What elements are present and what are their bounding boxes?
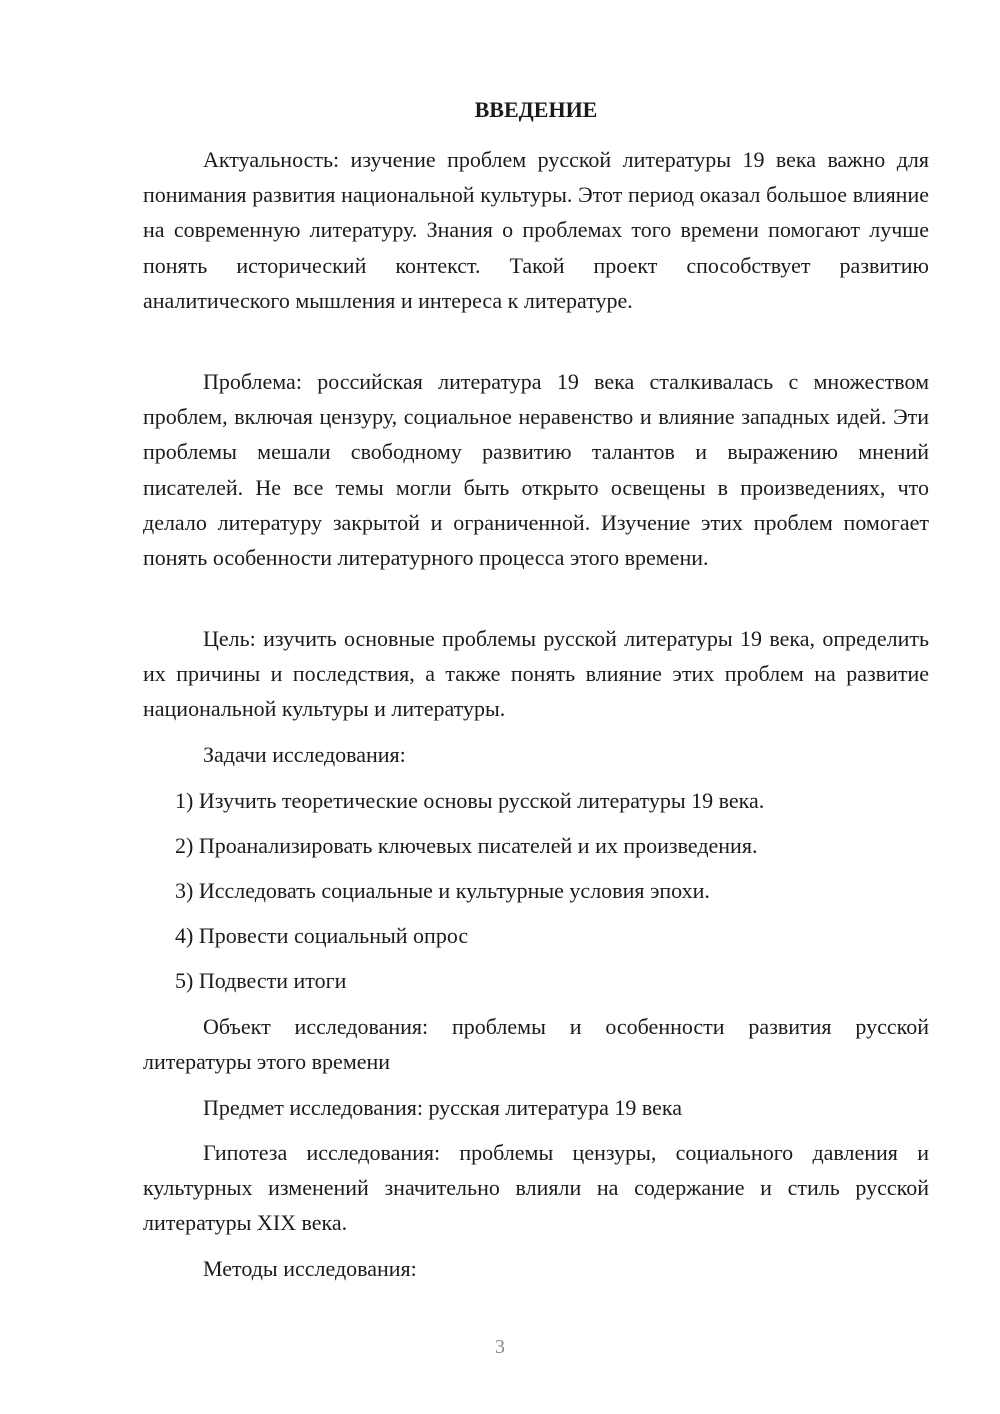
paragraph-goal: Цель: изучить основные проблемы русской литературы 19 века, определить их причины и последствия, а также понять влияние этих проблем на развитие национальной культуры и литературы. [143, 626, 929, 722]
methods-title: Методы исследования: [203, 1256, 417, 1281]
task-item-2: 2) Проанализировать ключевых писателей и их произведения. [175, 833, 758, 858]
task-item-4: 4) Провести социальный опрос [175, 923, 469, 948]
paragraph-subject: Предмет исследования: русская литература 19 века [203, 1095, 682, 1120]
paragraph-hypothesis: Гипотеза исследования: проблемы цензуры, социального давления и культурных изменений значительно влияли на содержание и стиль русской литературы XIX века. [143, 1140, 929, 1236]
page-title: ВВЕДЕНИЕ [474, 97, 598, 122]
paragraph-problem: Проблема: российская литература 19 века сталкивалась с множеством проблем, включая цензуру, социальное неравенство и влияние западных идей. Эти проблемы мешали свободному развитию талантов и выражению мнений писателей. Не все темы могли быть открыто освещены в произведениях, что делало литературу закрытой и ограниченной. Изучение этих проблем помогает понять особенности литературного процесса этого времени. [143, 369, 929, 571]
task-item-3: 3) Исследовать социальные и культурные условия эпохи. [175, 878, 710, 903]
paragraph-relevance: Актуальность: изучение проблем русской литературы 19 века важно для понимания развития национальной культуры. Этот период оказал большое влияние на современную литературу. Знания о проблемах того времени помогают лучше понять исторический контекст. Такой проект способствует развитию аналитического мышления и интереса к литературе. [143, 147, 929, 313]
paragraph-object: Объект исследования: проблемы и особенности развития русской литературы этого времени [143, 1014, 929, 1075]
task-item-5: 5) Подвести итоги [175, 968, 347, 993]
page-number: 3 [495, 1336, 505, 1358]
task-item-1: 1) Изучить теоретические основы русской литературы 19 века. [175, 788, 765, 813]
tasks-title: Задачи исследования: [203, 742, 406, 767]
